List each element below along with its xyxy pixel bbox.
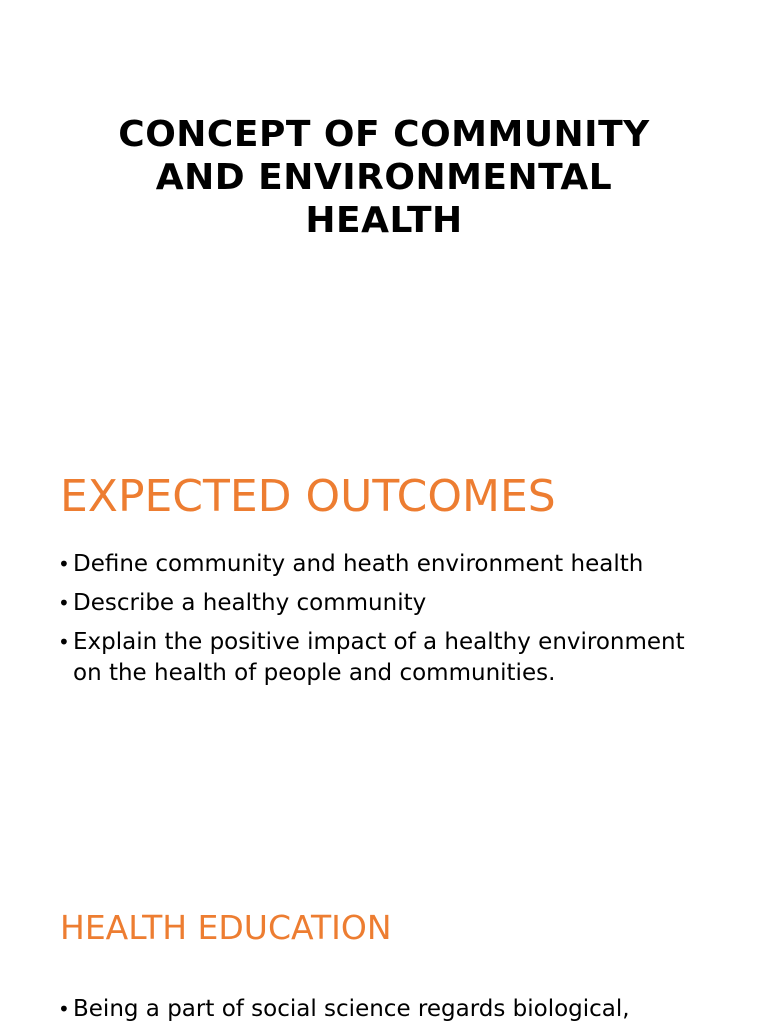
list-item (58, 588, 718, 619)
bullet-text: Being a part of social science regards biological, (73, 996, 630, 1022)
bullet-text: Define community and heath environment health (73, 551, 644, 577)
expected-outcomes-slide (0, 445, 768, 845)
list-item (58, 994, 718, 1025)
title-slide (0, 0, 768, 300)
health-education-heading: HEALTH EDUCATION (60, 908, 392, 947)
bullet-icon: • (58, 997, 70, 1021)
list-item (58, 549, 718, 580)
list-item (58, 627, 718, 689)
expected-outcomes-heading: EXPECTED OUTCOMES (60, 471, 556, 522)
slide-title: CONCEPT OF COMMUNITY AND ENVIRONMENTAL HEALTH (118, 114, 650, 241)
bullet-icon: • (58, 591, 70, 615)
health-education-slide (0, 890, 768, 1024)
health-education-bullet-list (58, 994, 718, 1033)
bullet-icon: • (58, 630, 70, 654)
bullet-text: Describe a healthy community (73, 590, 427, 616)
bullet-text: Explain the positive impact of a healthy environment on the health of people and communities. (73, 629, 685, 686)
outcomes-bullet-list (58, 549, 718, 697)
bullet-icon: • (58, 552, 70, 576)
